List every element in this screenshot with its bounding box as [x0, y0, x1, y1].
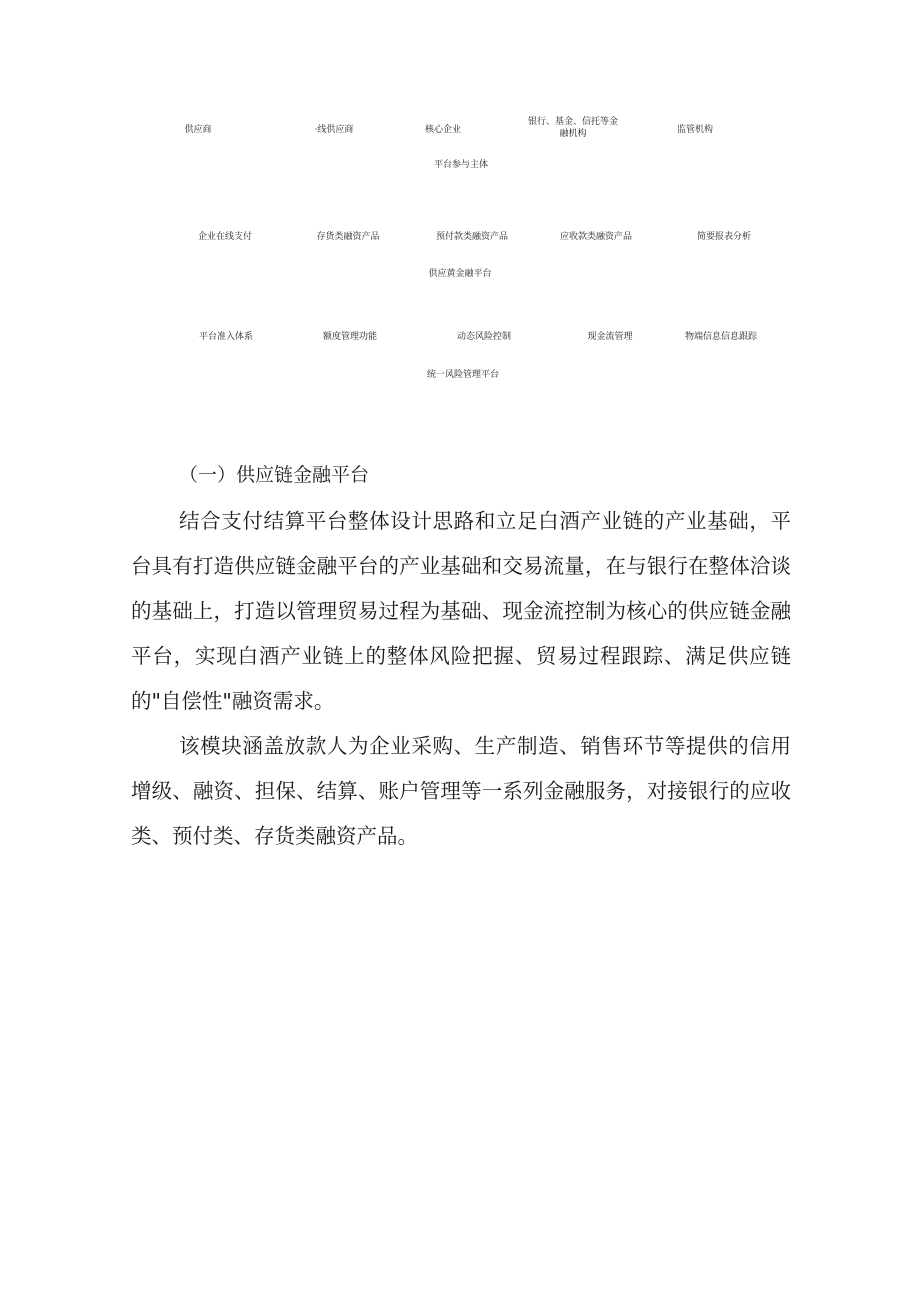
participant-tier1-supplier: ·线供应商 [314, 125, 354, 135]
platform-diagram [0, 0, 920, 420]
module-cashflow: 现金流管理 [587, 332, 633, 342]
module-dynamic-risk: 动态风险控制 [456, 332, 512, 342]
participant-financial-institutions: 银行、基金、信托等金融机构 [528, 117, 619, 139]
document-body [131, 455, 791, 859]
module-credit-limit: 额度管理功能 [322, 332, 378, 342]
paragraph-1: 结合支付结算平台整体设计思路和立足白酒产业链的产业基础，平台具有打造供应链金融平台的产业基础和交易流量，在与银行在整体洽谈的基础上，打造以管理贸易过程为基础、现金流控制为核心的供应链金融平台，实现白酒产业链上的整体风险把握、贸易过程跟踪、满足供应链的"自偿性"融资需求。 [131, 509, 791, 713]
module-receivables-financing: 应收款类融资产品 [559, 232, 633, 242]
paragraph-2: 该模块涵盖放款人为企业采购、生产制造、销售环节等提供的信用增级、融资、担保、结算、账户管理等一系列金融服务，对接银行的应收类、预付类、存货类融资产品。 [131, 734, 791, 848]
module-report-analysis: 简要报表分析 [696, 232, 752, 242]
module-prepayment-financing: 预付款类融资产品 [435, 232, 509, 242]
participants-caption: 平台参与主体 [433, 160, 489, 170]
participant-regulator: 监管机构 [676, 125, 714, 135]
participant-supplier: 供应商 [184, 125, 212, 135]
risk-platform-caption: 统一风险管理平台 [426, 370, 500, 380]
module-inventory-financing: 存货类融资产品 [316, 232, 380, 242]
section-heading: （一）供应链金融平台 [179, 464, 370, 486]
finance-platform-caption: 供应黄金融平台 [428, 269, 492, 279]
module-access-system: 平台准入体系 [198, 332, 254, 342]
module-online-payment: 企业在线支付 [197, 232, 253, 242]
participant-core-enterprise: 核心企业 [424, 125, 462, 135]
module-logistics-tracking: 物端信息信息跟踪 [684, 332, 758, 342]
